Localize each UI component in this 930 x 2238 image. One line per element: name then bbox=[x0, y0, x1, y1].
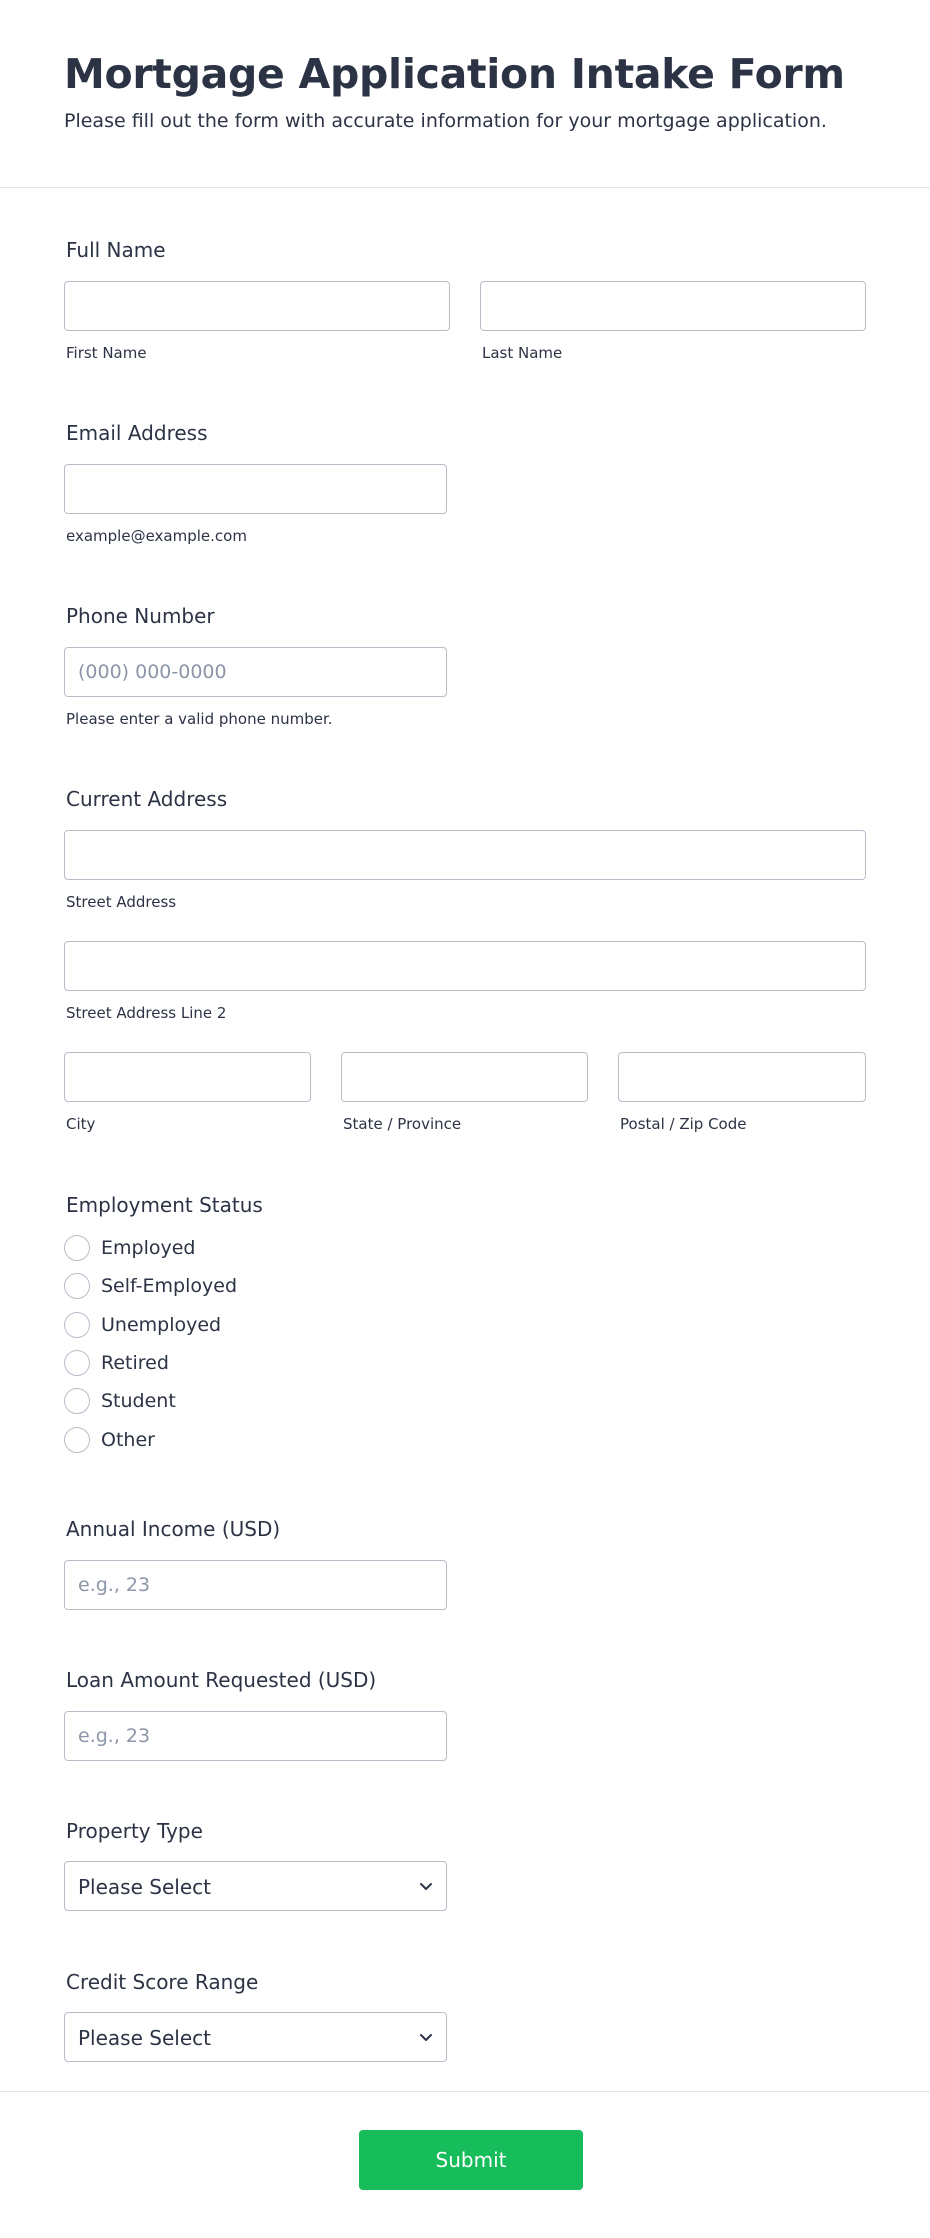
zip-sublabel: Postal / Zip Code bbox=[620, 1115, 747, 1133]
form-footer bbox=[0, 2091, 930, 2238]
full-name-label: Full Name bbox=[66, 238, 166, 262]
state-input[interactable] bbox=[341, 1052, 588, 1102]
credit-score-label: Credit Score Range bbox=[66, 1970, 259, 1994]
radio-label: Retired bbox=[101, 1352, 169, 1374]
zip-input[interactable] bbox=[618, 1052, 866, 1102]
radio-button[interactable] bbox=[64, 1235, 90, 1261]
city-input[interactable] bbox=[64, 1052, 311, 1102]
street-address-line2-sublabel: Street Address Line 2 bbox=[66, 1004, 227, 1022]
phone-sublabel: Please enter a valid phone number. bbox=[66, 710, 333, 728]
radio-option-student[interactable] bbox=[64, 1388, 364, 1416]
income-label: Annual Income (USD) bbox=[66, 1517, 281, 1541]
email-label: Email Address bbox=[66, 421, 208, 445]
radio-label: Employed bbox=[101, 1237, 196, 1259]
submit-button[interactable]: Submit bbox=[359, 2130, 583, 2190]
loan-amount-input[interactable] bbox=[64, 1711, 447, 1761]
radio-label: Unemployed bbox=[101, 1314, 222, 1336]
radio-label: Other bbox=[101, 1429, 155, 1451]
last-name-sublabel: Last Name bbox=[482, 344, 563, 362]
page-subtitle: Please fill out the form with accurate information for your mortgage application. bbox=[64, 110, 827, 132]
employment-label: Employment Status bbox=[66, 1193, 263, 1217]
select-value: Please Select bbox=[78, 2026, 211, 2050]
address-label: Current Address bbox=[66, 787, 228, 811]
property-type-select[interactable] bbox=[64, 1861, 447, 1911]
radio-label: Student bbox=[101, 1390, 176, 1412]
first-name-input[interactable] bbox=[64, 281, 450, 331]
page-title: Mortgage Application Intake Form bbox=[64, 50, 845, 98]
street-address-input[interactable] bbox=[64, 830, 866, 880]
email-sublabel: example@example.com bbox=[66, 527, 247, 545]
city-sublabel: City bbox=[66, 1115, 96, 1133]
chevron-down-icon bbox=[418, 2029, 434, 2045]
chevron-down-icon bbox=[418, 1878, 434, 1894]
annual-income-input[interactable] bbox=[64, 1560, 447, 1610]
street-address-line2-input[interactable] bbox=[64, 941, 866, 991]
phone-input[interactable] bbox=[64, 647, 447, 697]
radio-option-self-employed[interactable] bbox=[64, 1273, 364, 1301]
last-name-input[interactable] bbox=[480, 281, 866, 331]
radio-option-other[interactable] bbox=[64, 1427, 364, 1455]
form-header bbox=[0, 0, 930, 188]
phone-label: Phone Number bbox=[66, 604, 215, 628]
property-type-label: Property Type bbox=[66, 1819, 203, 1843]
radio-option-retired[interactable] bbox=[64, 1350, 364, 1378]
credit-score-select[interactable] bbox=[64, 2012, 447, 2062]
select-value: Please Select bbox=[78, 1875, 211, 1899]
radio-button[interactable] bbox=[64, 1350, 90, 1376]
radio-label: Self-Employed bbox=[101, 1275, 238, 1297]
radio-button[interactable] bbox=[64, 1273, 90, 1299]
state-sublabel: State / Province bbox=[343, 1115, 462, 1133]
loan-label: Loan Amount Requested (USD) bbox=[66, 1668, 377, 1692]
radio-option-unemployed[interactable] bbox=[64, 1312, 364, 1340]
street-address-sublabel: Street Address bbox=[66, 893, 177, 911]
radio-button[interactable] bbox=[64, 1388, 90, 1414]
radio-button[interactable] bbox=[64, 1312, 90, 1338]
email-input[interactable] bbox=[64, 464, 447, 514]
radio-button[interactable] bbox=[64, 1427, 90, 1453]
radio-option-employed[interactable] bbox=[64, 1235, 364, 1263]
first-name-sublabel: First Name bbox=[66, 344, 147, 362]
